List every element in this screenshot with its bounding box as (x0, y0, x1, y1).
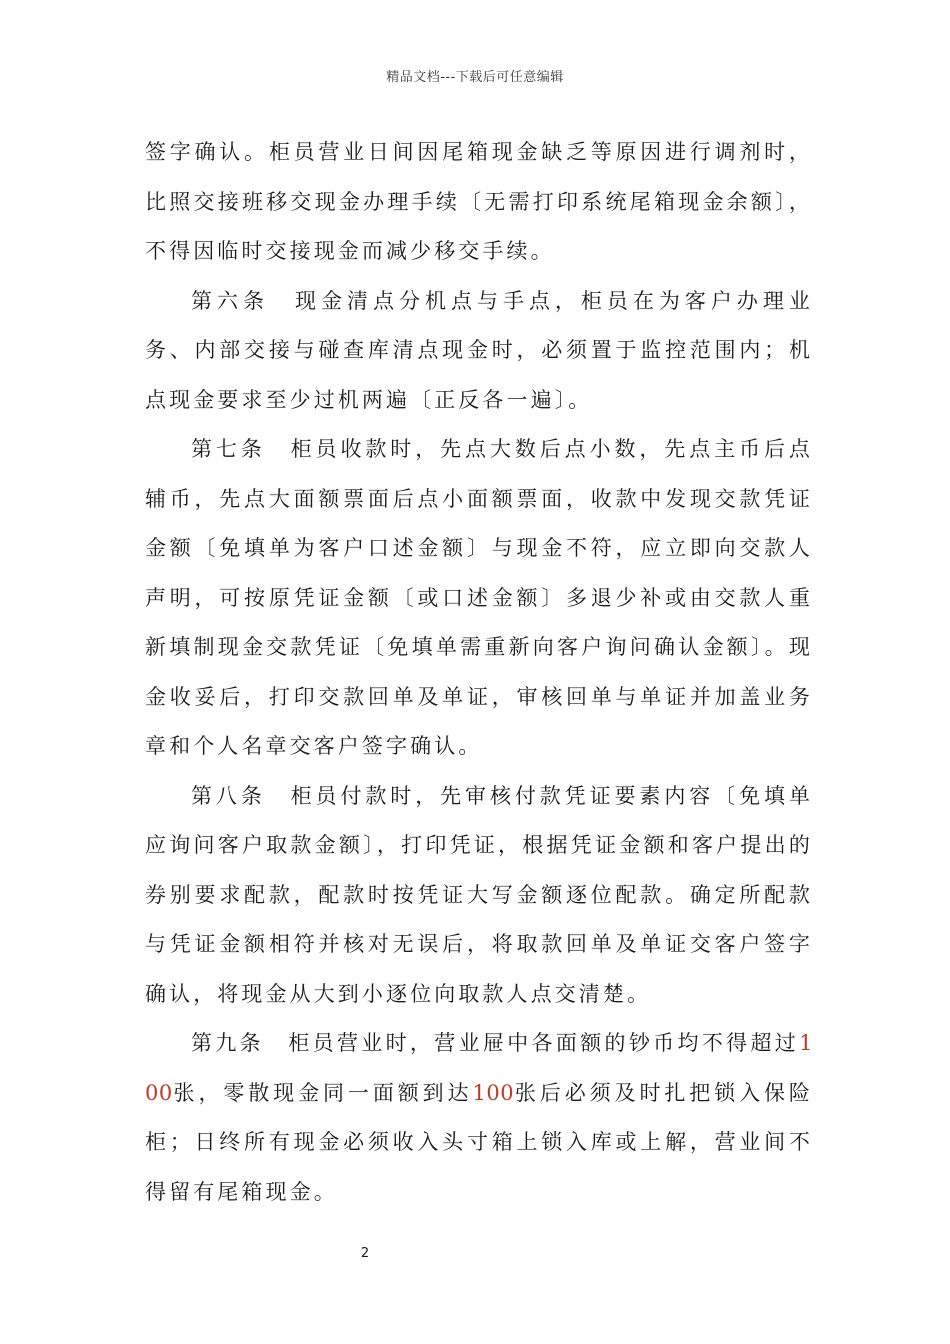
page-header: 精品文档---下载后可任意编辑 (386, 70, 564, 85)
paragraph-article-8: 第八条 柜员付款时，先审核付款凭证要素内容〔免填单应询问客户取款金额〕，打印凭证，根据凭证金额和客户提出的券别要求配款，配款时按凭证大写金额逐位配款。确定所配款与凭证金额相符并核对无误后，将取款回单及单证交客户签字确认，将现金从大到小逐位向取款人点交清楚。 (145, 783, 813, 1006)
paragraph-article-7: 第七条 柜员收款时，先点大数后点小数，先点主币后点辅币，先点大面额票面后点小面额票面，收款中发现交款凭证金额〔免填单为客户口述金额〕与现金不符，应立即向交款人声明，可按原凭证金额〔或口述金额〕多退少补或由交款人重新填制现金交款凭证〔免填单需重新向客户询问确认金额〕。现金收妥后，打印交款回单及单证，审核回单与单证并加盖业务章和个人名章交客户签字确认。 (145, 437, 813, 758)
article-9-limit-number: 100 (145, 1031, 813, 1105)
article-9-text-part1: 第九条 柜员营业时，营业屉中各面额的钞币均不得超过 (191, 1031, 800, 1055)
article-9-text-part3: 张后必须及时扎把锁入保险柜；日终所有现金必须收入头寸箱上锁入库或上解，营业间不得留有尾箱现金。 (145, 1080, 814, 1204)
paragraph-article-6: 第六条 现金清点分机点与手点，柜员在为客户办理业务、内部交接与碰查库清点现金时，必须置于监控范围内；机点现金要求至少过机两遍〔正反各一遍〕。 (145, 288, 813, 412)
article-9-text-part2: 张，零散现金同一面额到达 (172, 1080, 473, 1105)
article-9-bundle-number: 100 (472, 1080, 515, 1105)
document-body (145, 128, 813, 1217)
paragraph-continuation: 签字确认。柜员营业日间因尾箱现金缺乏等原因进行调剂时，比照交接班移交现金办理手续〔无需打印系统尾箱现金余额〕，不得因临时交接现金而减少移交手续。 (145, 140, 813, 263)
paragraph-article-9 (145, 1019, 813, 1217)
page-number: 2 (360, 1246, 370, 1261)
